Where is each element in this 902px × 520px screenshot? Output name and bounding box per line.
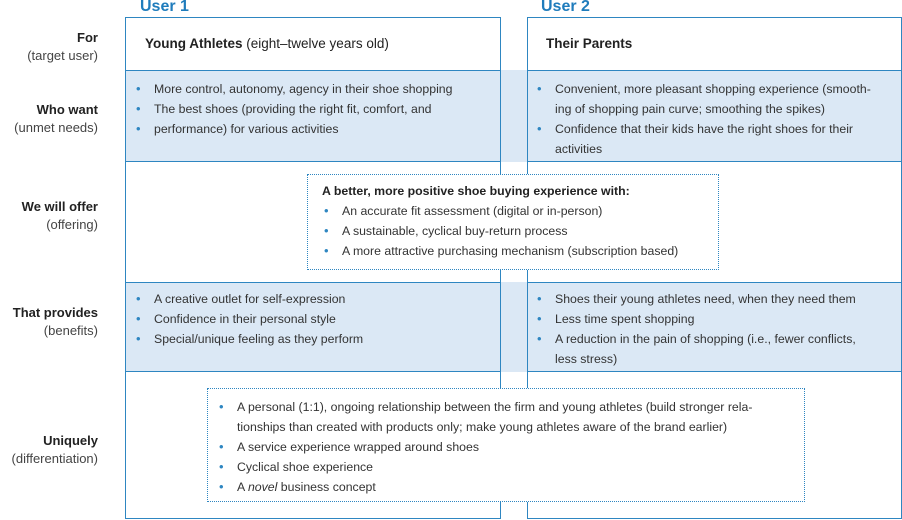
differentiation-box: [207, 388, 805, 502]
row-label-main: Uniquely: [43, 433, 98, 448]
user1-benefits-cell: [126, 282, 500, 372]
row-label-main: For: [77, 30, 98, 45]
user1-needs-cell: [126, 70, 500, 162]
list-item: • An accurate fit assessment (digital or in-person): [324, 201, 718, 221]
list-item: • Confidence in their personal style: [136, 309, 500, 329]
user2-needs-list: [537, 79, 901, 159]
row-label-uniquely: [0, 432, 98, 468]
row-label-sub: (benefits): [43, 323, 98, 338]
list-item: [537, 349, 901, 369]
user1-title: [145, 36, 495, 51]
needs-band-connector: [501, 70, 527, 162]
novel-word: novel: [247, 480, 278, 494]
row-label-main: We will offer: [21, 199, 98, 214]
user1-benefits-list: [136, 289, 500, 349]
user1-name: Young Athletes: [145, 36, 243, 51]
list-item: • More control, autonomy, agency in their shoe shopping: [136, 79, 500, 99]
list-item-continuation: tionships than created with products only; make young athletes aware of the brand earlier): [237, 420, 728, 434]
row-label-we-will-offer: [0, 198, 98, 234]
user1-tag: User 1: [140, 0, 189, 15]
list-item: [537, 139, 901, 159]
user2-benefits-list: [537, 289, 901, 369]
offering-box: [307, 174, 719, 270]
row-label-sub: (target user): [27, 48, 98, 63]
user1-detail: (eight–twelve years old): [246, 36, 389, 51]
user2-needs-cell: [528, 70, 901, 162]
row-label-sub: (unmet needs): [14, 120, 98, 135]
row-label-sub: (offering): [46, 217, 98, 232]
row-label-for: [0, 29, 98, 65]
row-label-main: That provides: [12, 305, 98, 320]
list-item: • A reduction in the pain of shopping (i.e., fewer conflicts,: [537, 329, 901, 349]
row-label-sub: (differentiation): [11, 451, 98, 466]
novel-prefix: A: [237, 480, 248, 494]
list-item: • A more attractive purchasing mechanism (subscription based): [324, 241, 718, 261]
list-item: • Special/unique feeling as they perform: [136, 329, 500, 349]
list-item: • The best shoes (providing the right fit, comfort, and: [136, 99, 500, 119]
list-item: • A creative outlet for self-expression: [136, 289, 500, 309]
list-item-continuation: performance) for various activities: [154, 122, 339, 136]
list-item: [537, 99, 901, 119]
row-label-main: Who want: [36, 102, 98, 117]
list-item: [219, 417, 804, 437]
user1-needs-list: [136, 79, 500, 139]
differentiation-list: [219, 397, 804, 497]
list-item: • Convenient, more pleasant shopping experience (smooth-: [537, 79, 901, 99]
novel-suffix: business concept: [277, 480, 376, 494]
user2-benefits-cell: [528, 282, 901, 372]
user2-tag: User 2: [541, 0, 590, 15]
offering-title: A better, more positive shoe buying experience with:: [322, 184, 630, 198]
list-item: • A service experience wrapped around shoes: [219, 437, 804, 457]
list-item-continuation: activities: [555, 142, 603, 156]
user2-title: [546, 36, 886, 51]
user2-name: Their Parents: [546, 36, 633, 51]
benefits-band-connector: [501, 282, 527, 372]
list-item: • A sustainable, cyclical buy-return process: [324, 221, 718, 241]
list-item-continuation: less stress): [555, 352, 618, 366]
list-item: • Cyclical shoe experience: [219, 457, 804, 477]
list-item-continuation: ing of shopping pain curve; smoothing the spikes): [555, 102, 826, 116]
list-item: • Confidence that their kids have the right shoes for their: [537, 119, 901, 139]
list-item: [219, 477, 804, 497]
list-item: • A personal (1:1), ongoing relationship between the firm and young athletes (build stronger rela-: [219, 397, 804, 417]
offering-list: [324, 201, 718, 261]
list-item: [136, 119, 500, 139]
list-item: • Less time spent shopping: [537, 309, 901, 329]
list-item: • Shoes their young athletes need, when they need them: [537, 289, 901, 309]
row-label-that-provides: [0, 304, 98, 340]
row-label-who-want: [0, 101, 98, 137]
